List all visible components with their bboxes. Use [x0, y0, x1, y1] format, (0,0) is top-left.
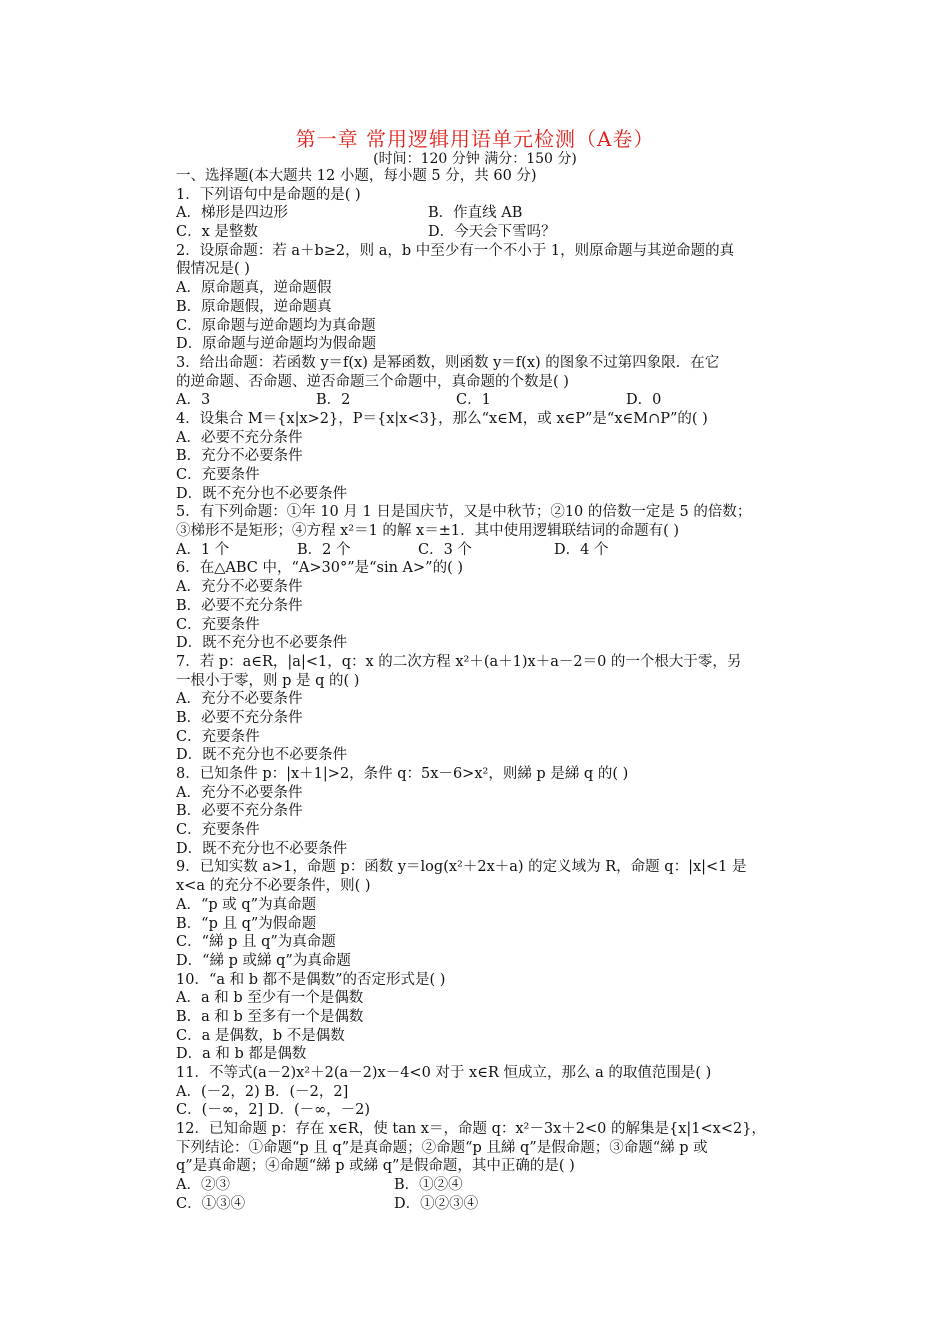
question-3-stem-line2: 的逆命题、否命题、逆否命题三个命题中，真命题的个数是( ): [176, 373, 569, 390]
option-b: B．①②④: [394, 1177, 463, 1194]
option-d: D．“綈 p 或綈 q”为真命题: [176, 952, 351, 969]
exam-info: (时间：120 分钟 满分：150 分): [373, 151, 577, 167]
option-d: D．今天会下雪吗？: [428, 224, 556, 241]
option-c: C．充要条件: [176, 616, 260, 633]
question-1-stem: 1．下列语句中是命题的是( ): [176, 186, 361, 203]
option-b: B．2: [316, 392, 351, 409]
option-a: A．梯形是四边形: [176, 205, 288, 222]
question-7-stem-line2: 一根小于零，则 p 是 q 的( ): [176, 672, 360, 689]
question-2-stem-line2: 假情况是( ): [176, 261, 250, 278]
option-d: D．a 和 b 都是偶数: [176, 1046, 307, 1063]
option-a: A．1 个: [176, 541, 230, 558]
question-12-options-row2: [176, 1195, 812, 1214]
question-1-options-row2: [176, 223, 812, 242]
question-8-stem: 8．已知条件 p：|x＋1|>2，条件 q：5x－6>x²，则綈 p 是綈 q 的( ): [176, 766, 629, 782]
question-4-stem: 4．设集合 M＝{x|x>2}，P＝{x|x<3}，那么“x∈M，或 x∈P”是“x∈M∩P”的( ): [176, 410, 708, 427]
page-title: 第一章 常用逻辑用语单元检测（A卷）: [295, 127, 655, 151]
option-d: D．既不充分也不必要条件: [176, 485, 348, 502]
question-10-stem: 10．“a 和 b 都不是偶数”的否定形式是( ): [176, 971, 446, 988]
question-7-stem-line1: 7．若 p：a∈R，|a|<1，q：x 的二次方程 x²＋(a＋1)x＋a－2＝0 的一个根大于零，另: [176, 653, 742, 670]
option-c: C．原命题与逆命题均为真命题: [176, 317, 376, 334]
option-d: D．0: [626, 392, 662, 409]
option-b: B．2 个: [297, 541, 351, 558]
option-b: B．必要不充分条件: [176, 709, 303, 726]
option-a: A．充分不必要条件: [176, 691, 303, 708]
question-6-stem: 6．在△ABC 中，“A>30°”是“sin A>”的( ): [176, 560, 464, 577]
question-2-stem-line1: 2．设原命题：若 a＋b≥2，则 a，b 中至少有一个不小于 1，则原命题与其逆命题的真: [176, 242, 735, 259]
option-d: D．原命题与逆命题均为假命题: [176, 336, 377, 353]
option-c: C．1: [456, 392, 491, 409]
option-d: D．4 个: [554, 541, 609, 558]
option-a: A．必要不充分条件: [176, 429, 303, 446]
option-b: B．必要不充分条件: [176, 803, 303, 820]
question-9-stem-line1: 9．已知实数 a>1，命题 p：函数 y＝log(x²＋2x＋a) 的定义域为 R，命题 q：|x|<1 是: [176, 859, 747, 876]
question-11-stem: 11．不等式(a－2)x²＋2(a－2)x－4<0 对于 x∈R 恒成立，那么 a 的取值范围是( ): [176, 1065, 712, 1081]
question-9-stem-line2: x<a 的充分不必要条件，则( ): [176, 878, 371, 895]
question-12-stem-line1: 12．已知命题 p：存在 x∈R，使 tan x＝，命题 q：x²－3x＋2<0 的解集是{x|1<x<2}，: [176, 1121, 766, 1138]
option-c: C．“綈 p 且 q”为真命题: [176, 934, 336, 951]
question-12-options-row1: [176, 1176, 812, 1195]
option-d: D．①②③④: [394, 1195, 479, 1212]
question-5-options: [176, 541, 812, 560]
option-b: B．“p 且 q”为假命题: [176, 915, 317, 932]
option-a: A．3: [176, 392, 211, 409]
option-a: A．“p 或 q”为真命题: [176, 896, 317, 913]
question-list: [176, 167, 812, 1214]
question-5-stem-line1: 5．有下列命题：①年 10 月 1 日是国庆节，又是中秋节；②10 的倍数一定是 5 的倍数；: [176, 504, 752, 521]
option-d: D．既不充分也不必要条件: [176, 840, 348, 857]
option-a: A．充分不必要条件: [176, 784, 303, 801]
question-3-stem-line1: 3．给出命题：若函数 y＝f(x) 是幂函数，则函数 y＝f(x) 的图象不过第四象限．在它: [176, 354, 720, 371]
option-c: C．x 是整数: [176, 224, 258, 241]
option-b: B．a 和 b 至多有一个是偶数: [176, 1008, 364, 1025]
option-b: B．充分不必要条件: [176, 448, 303, 465]
question-11-options-cd: C．(－∞，2] D．(－∞，－2): [176, 1102, 371, 1119]
option-c: C．充要条件: [176, 467, 260, 483]
section-heading: 一、选择题(本大题共 12 小题，每小题 5 分，共 60 分): [176, 168, 537, 184]
option-c: C．a 是偶数，b 不是偶数: [176, 1027, 345, 1044]
question-5-stem-line2: ③梯形不是矩形；④方程 x²＝1 的解 x＝±1．其中使用逻辑联结词的命题有( ): [176, 523, 680, 540]
option-b: B．原命题假，逆命题真: [176, 298, 332, 315]
option-a: A．原命题真，逆命题假: [176, 280, 332, 297]
option-c: C．3 个: [418, 541, 472, 558]
question-11-options-ab: A．(－2，2) B．(－2，2]: [176, 1083, 349, 1100]
option-b: B．必要不充分条件: [176, 597, 303, 614]
option-d: D．既不充分也不必要条件: [176, 635, 348, 652]
option-a: A．充分不必要条件: [176, 579, 303, 596]
option-c: C．①③④: [176, 1195, 246, 1212]
option-a: A．a 和 b 至少有一个是偶数: [176, 990, 364, 1007]
option-c: C．充要条件: [176, 728, 260, 745]
option-a: A．②③: [176, 1177, 230, 1194]
question-3-options: [176, 391, 812, 410]
option-c: C．充要条件: [176, 822, 260, 839]
question-12-stem-line3: q”是真命题；④命题“綈 p 或綈 q”是假命题，其中正确的是( ): [176, 1158, 575, 1175]
question-12-stem-line2: 下列结论：①命题“p 且 q”是真命题；②命题“p 且綈 q”是假命题；③命题“綈 p 或: [176, 1139, 708, 1156]
option-b: B．作直线 AB: [428, 205, 523, 222]
question-1-options-row1: [176, 204, 812, 223]
option-d: D．既不充分也不必要条件: [176, 747, 348, 764]
